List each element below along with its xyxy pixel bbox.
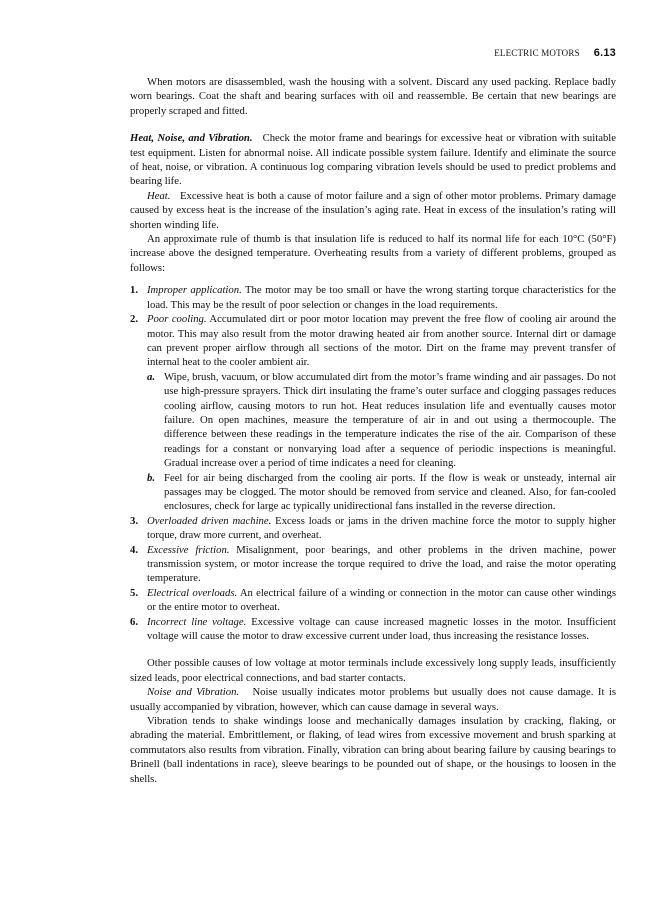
body-text — [130, 75, 616, 786]
list-item-title: Improper application. — [147, 284, 242, 297]
list-item-text: The motor may be too small or have the wrong starting torque characteristics for the load. This may be the result of poor selection or changes in the load requirements. — [147, 284, 616, 311]
sublist-item — [147, 471, 616, 514]
list-item-title: Electrical overloads. — [147, 586, 238, 599]
sublist-item-text: Feel for air being discharged from the cooling air ports. If the flow is weak or unsteady, internal air passages may be clogged. The motor should be removed from service and cleaned. Also, for fan-cooled enclosures, check for large ac typically unidirectional fans installed in the reverse direction. — [164, 471, 616, 513]
list-item-number: 3. — [130, 514, 139, 527]
list-item — [130, 514, 616, 543]
list-item — [130, 586, 616, 615]
list-item — [130, 312, 616, 514]
sublist-item-letter: b. — [147, 471, 156, 484]
list-item-title: Excessive friction. — [147, 543, 230, 556]
list-item-text: Excess loads or jams in the driven machine force the motor to supply higher torque, draw more current, and overheat. — [147, 514, 616, 542]
list-item-number: 5. — [130, 586, 139, 599]
list-item-title: Overloaded driven machine. — [147, 514, 272, 527]
section-title: ELECTRIC MOTORS — [494, 48, 580, 58]
sublist-item — [147, 370, 616, 471]
list-item-number: 6. — [130, 615, 139, 628]
list-item-text: Misalignment, poor bearings, and other problems in the driven machine, power transmission system, or motor increase the torque required to drive the load, and raise the motor operating temperature. — [147, 543, 616, 585]
list-item-number: 2. — [130, 313, 139, 326]
running-header — [130, 47, 616, 61]
overheating-causes-list — [130, 283, 616, 643]
intro-paragraph: When motors are disassembled, wash the housing with a solvent. Discard any used packing. Replace badly worn bearings. Coat the shaft and bearing surfaces with oil and reassemble. Be certain that new bearings are properly scraped and fitted. — [130, 76, 616, 117]
noise-vibration-paragraph — [130, 685, 616, 714]
list-item-text: Accumulated dirt or poor motor location may prevent the free flow of cooling air around the motor. This may also result from the motor drawing heated air from another source. Internal dirt or damage can prevent proper airflow through all sections of the motor. Dirt on the frame may prevent transfer of internal heat to the cooler ambient air. — [147, 313, 616, 369]
heat-paragraph — [130, 189, 616, 232]
heat-noise-vibration-paragraph — [130, 131, 616, 189]
noise-vibration-heading: Noise and Vibration. — [147, 686, 240, 699]
heat-text: Excessive heat is both a cause of motor failure and a sign of other motor problems. Primary damage caused by excess heat is the increase of the insulation’s aging rate. Heat in excess of the insulation’s rating will shorten winding life. — [130, 189, 617, 231]
list-item — [130, 615, 616, 644]
heat-heading: Heat. — [147, 189, 171, 202]
list-item-number: 4. — [130, 543, 139, 556]
noise-vibration-text: Noise usually indicates motor problems but usually does not cause damage. It is usually accompanied by vibration, however, which can cause damage in several ways. — [130, 686, 616, 713]
cooling-sublist — [147, 370, 616, 514]
list-item-text: An electrical failure of a winding or connection in the motor can cause other windings or the entire motor to overheat. — [147, 586, 616, 614]
list-item-title: Poor cooling. — [147, 313, 207, 326]
list-item — [130, 283, 616, 312]
sublist-item-letter: a. — [147, 370, 156, 383]
list-item-number: 1. — [130, 284, 139, 297]
low-voltage-paragraph: Other possible causes of low voltage at motor terminals include excessively long supply leads, insufficiently sized leads, poor electrical connections, and bad starter contacts. — [130, 657, 616, 684]
page-number: 6.13 — [593, 47, 616, 59]
heat-noise-vibration-text: Check the motor frame and bearings for excessive heat or vibration with suitable test equipment. Listen for abnormal noise. All indicate possible system failure. Identify and eliminate the source of heat, noise, or vibration. A continuous log comparing vibration levels should be used to predict problems and bearing life. — [130, 132, 617, 188]
list-item — [130, 543, 616, 586]
heat-noise-vibration-heading: Heat, Noise, and Vibration. — [130, 132, 253, 145]
list-item-title: Incorrect line voltage. — [147, 615, 247, 628]
rule-of-thumb-paragraph: An approximate rule of thumb is that insulation life is reduced to half its normal life for each 10°C (50°F) increase above the designed temperature. Overheating results from a variety of different problems, grouped as follows: — [130, 233, 616, 274]
sublist-item-text: Wipe, brush, vacuum, or blow accumulated dirt from the motor’s frame winding and air passages. Do not use high-pressure sprayers. Thick dirt insulating the frame’s outer surface and clogging passages reduces cooling airflow, causing motors to run hot. Heat reduces insulation life and eventually causes motor failure. On open machines, measure the temperature of air in and out using a thermocouple. The difference between these readings in the temperature indicates the rise of the air. Comparison of these readings for a constant or nonvarying load after a sequence of periodic inspections is meaningful. Gradual increase over a period of time indicates a need for cleaning. — [164, 370, 616, 470]
list-item-text: Excessive voltage can cause increased magnetic losses in the motor. Insufficient voltage will cause the motor to draw excessive current under load, thus increasing the resistance losses. — [147, 615, 616, 643]
vibration-paragraph: Vibration tends to shake windings loose and mechanically damages insulation by cracking, flaking, or abrading the material. Embrittlement, or flaking, of lead wires from excessive movement and brush sparking at commutators also results from vibration. Finally, vibration can bring about bearing failure by causing bearings to Brinell (ball indentations in race), sleeve bearings to be pounded out of shape, or the housings to loosen in the shells. — [130, 715, 616, 785]
